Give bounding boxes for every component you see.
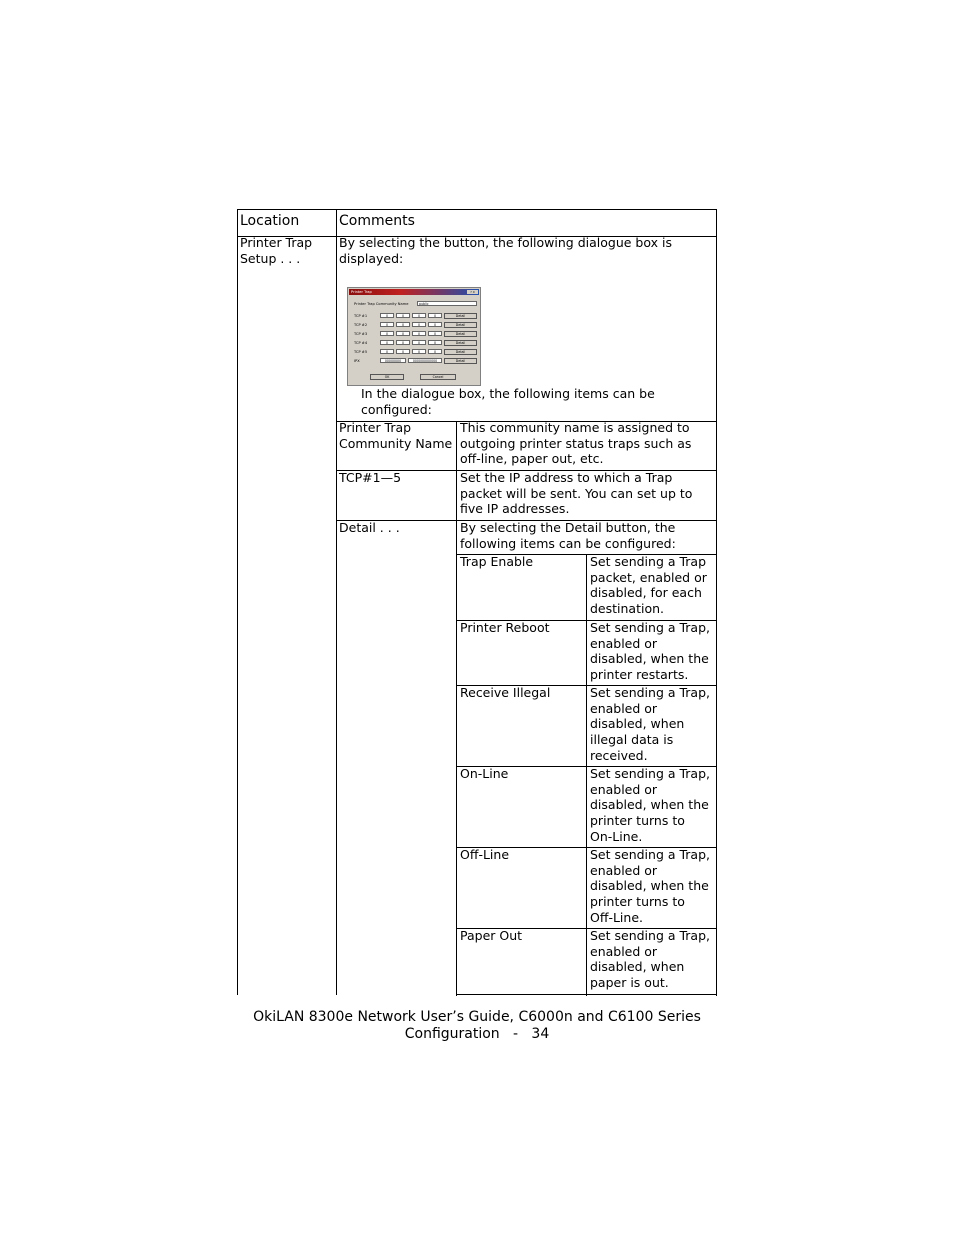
detail-item-name: Paper Out — [460, 928, 523, 943]
dialog-title-bar — [349, 289, 479, 295]
ip-octet-field: 0 — [428, 331, 442, 336]
ip-octet-field: 0 — [380, 313, 394, 318]
item-name: TCP#1—5 — [339, 470, 402, 485]
detail-item-name: Trap Enable — [460, 554, 534, 569]
tcp-label: TCP #3 — [354, 332, 368, 336]
item-description: By selecting the Detail button, the following items can be configured: — [460, 520, 676, 551]
detail-item-description: Set sending a Trap packet, enabled or disabled, for each destination. — [590, 554, 707, 617]
detail-item-description: Set sending a Trap, enabled or disabled, when illegal data is received. — [590, 685, 711, 763]
item-description: Set the IP address to which a Trap packet will be sent. You can set up to five IP addresses. — [460, 470, 693, 517]
ip-octet-field: 0 — [428, 349, 442, 354]
ipx-label: IPX — [354, 359, 360, 363]
detail-item-description: Set sending a Trap, enabled or disabled, when the printer turns to Off-Line. — [590, 847, 711, 925]
detail-button: Detail — [444, 358, 477, 364]
detail-button: Detail — [444, 349, 477, 355]
detail-item-description: Set sending a Trap, enabled or disabled, when the printer restarts. — [590, 620, 711, 683]
ip-octet-field: 0 — [412, 349, 426, 354]
dialog-title: Printer Trap — [351, 289, 372, 294]
ip-octet-field: 0 — [396, 340, 410, 345]
ip-octet-field: 0 — [380, 322, 394, 327]
ip-octet-field: 0 — [428, 340, 442, 345]
tcp-label: TCP #4 — [354, 341, 368, 345]
item-name: Detail . . . — [339, 520, 400, 535]
ip-octet-field: 0 — [380, 331, 394, 336]
detail-button: Detail — [444, 340, 477, 346]
ip-octet-field: 0 — [380, 349, 394, 354]
tcp-label: TCP #1 — [354, 314, 368, 318]
ip-octet-field: 0 — [396, 349, 410, 354]
table-divider — [456, 994, 717, 995]
table-divider — [336, 209, 337, 995]
footer-title: OkiLAN 8300e Network User’s Guide, C6000n and C6100 Series — [253, 1009, 701, 1025]
detail-item-name: On-Line — [460, 766, 509, 781]
detail-button: Detail — [444, 331, 477, 337]
ip-octet-field: 0 — [412, 313, 426, 318]
ip-octet-field: 0 — [412, 331, 426, 336]
tcp-label: TCP #5 — [354, 350, 368, 354]
row-location: Printer Trap Setup . . . — [240, 235, 313, 266]
ip-octet-field: 0 — [380, 340, 394, 345]
ip-octet-field: 0 — [428, 322, 442, 327]
intro-text: By selecting the button, the following dialogue box is displayed: — [339, 235, 672, 266]
header-location: Location — [240, 213, 300, 229]
ok-button: OK — [370, 374, 404, 380]
table-divider — [237, 236, 238, 995]
detail-item-description: Set sending a Trap, enabled or disabled, when paper is out. — [590, 928, 711, 991]
after-dialog-text: In the dialogue box, the following items can be configured: — [361, 386, 655, 417]
detail-button: Detail — [444, 322, 477, 328]
ip-octet-field: 0 — [428, 313, 442, 318]
detail-item-name: Printer Reboot — [460, 620, 550, 635]
ip-octet-field: 0 — [396, 313, 410, 318]
close-icon: ? X — [467, 290, 478, 294]
detail-button: Detail — [444, 313, 477, 319]
ip-octet-field: 0 — [412, 340, 426, 345]
ipx-network-field: 00000000 — [380, 358, 406, 363]
cancel-button: Cancel — [420, 374, 456, 380]
detail-item-name: Off-Line — [460, 847, 510, 862]
ipx-node-field: 000000000000 — [408, 358, 442, 363]
table-divider — [456, 421, 457, 996]
footer-page-number: Configuration - 34 — [404, 1026, 550, 1042]
table-divider — [716, 236, 717, 422]
table-outer-border — [237, 209, 717, 237]
ip-octet-field: 0 — [396, 322, 410, 327]
header-comments: Comments — [339, 213, 415, 229]
ip-octet-field: 0 — [412, 322, 426, 327]
community-name-field: public — [417, 301, 477, 306]
ip-octet-field: 0 — [396, 331, 410, 336]
item-description: This community name is assigned to outgoing printer status traps such as off-line, paper out, etc. — [460, 420, 692, 467]
tcp-label: TCP #2 — [354, 323, 368, 327]
detail-item-name: Receive Illegal — [460, 685, 551, 700]
community-name-label: Printer Trap Community Name — [354, 302, 409, 306]
table-divider — [716, 421, 717, 996]
detail-item-description: Set sending a Trap, enabled or disabled, when the printer turns to On-Line. — [590, 766, 711, 844]
printer-trap-dialog-screenshot — [347, 287, 481, 386]
item-name: Printer Trap Community Name — [339, 420, 453, 451]
